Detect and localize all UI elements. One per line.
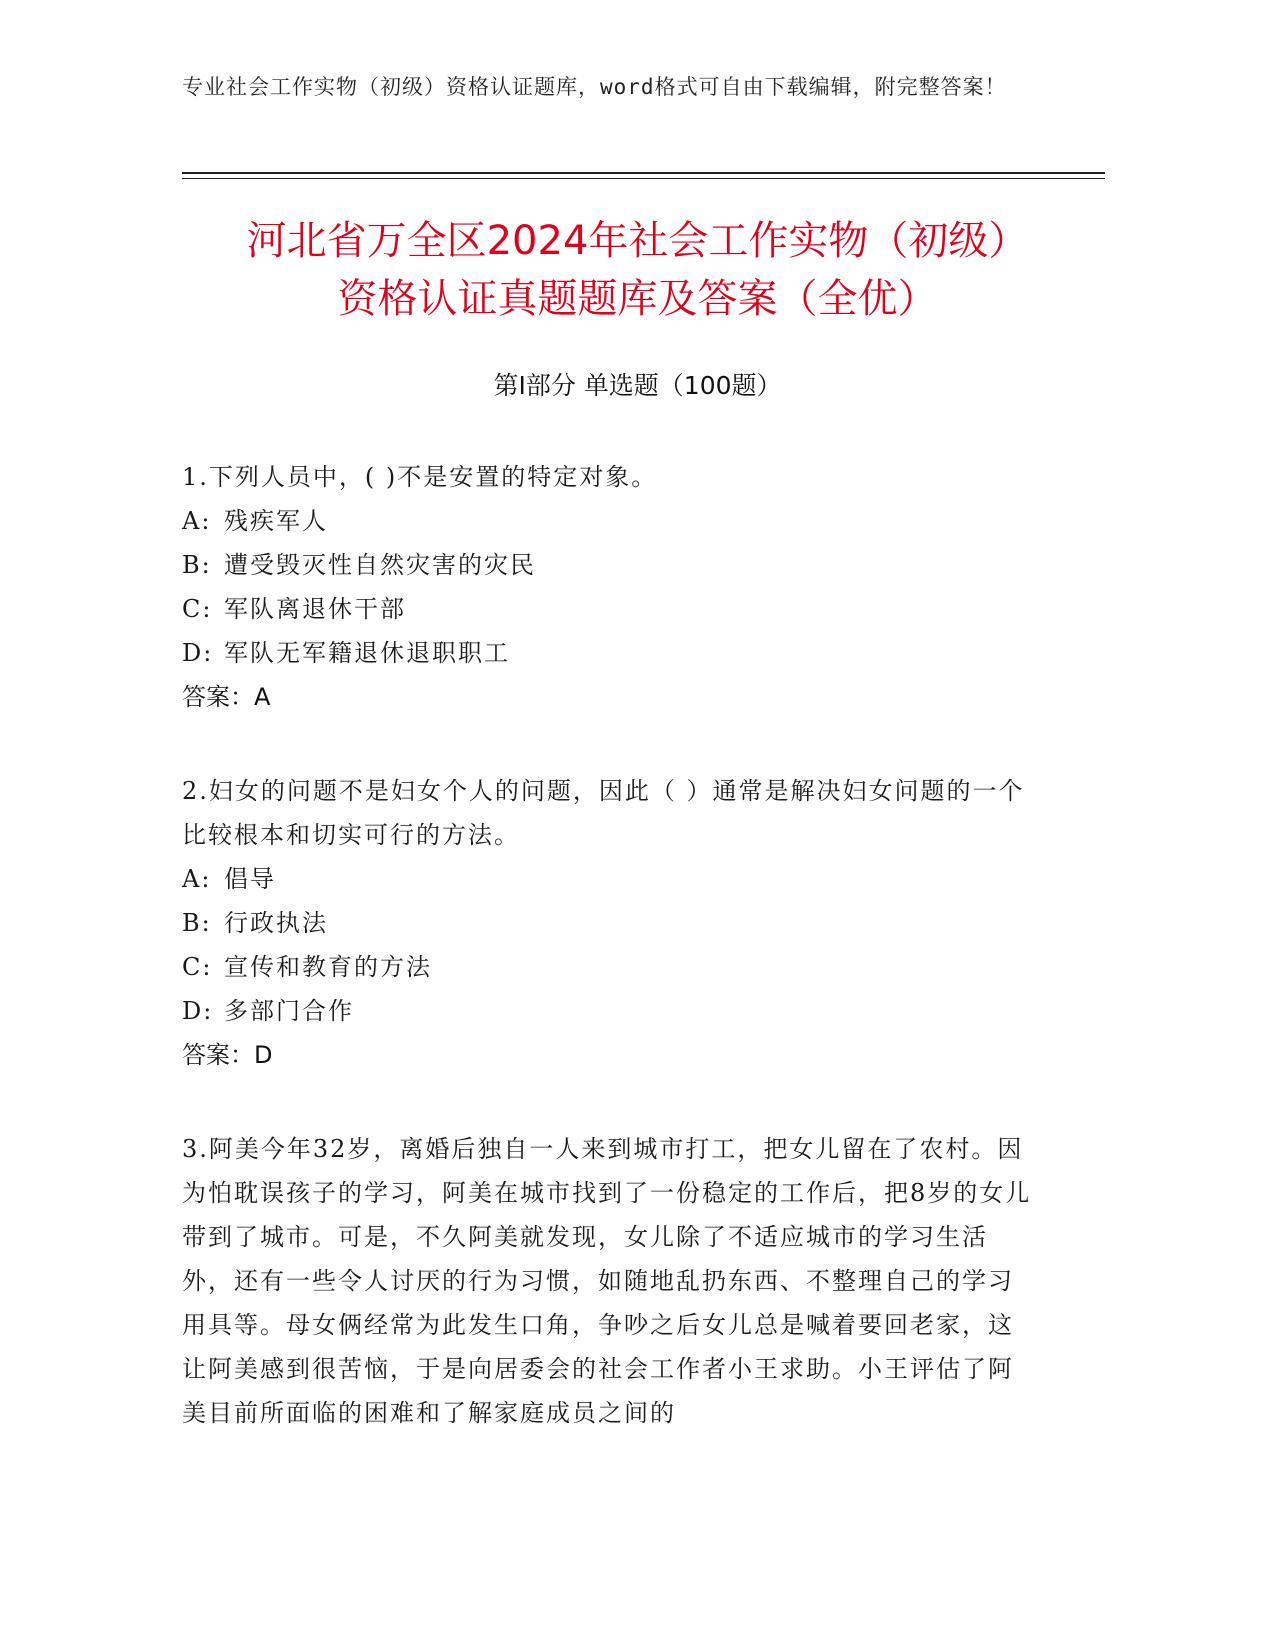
question-2 [182,769,1032,1077]
option-key: B: [182,551,212,579]
question-list [182,455,1032,1485]
option-key: D: [182,997,214,1025]
option-key: D: [182,639,214,667]
option-text: 倡导 [224,865,276,893]
question-stem: 1.下列人员中，( )不是安置的特定对象。 [182,463,658,491]
header-divider-thin [182,178,1105,179]
option-text: 军队离退休干部 [224,595,406,623]
title-line-2: 资格认证真题题库及答案（全优） [337,276,938,322]
option-c [182,945,1032,989]
option-b [182,543,1032,587]
header-divider-thick [182,172,1105,174]
answer-line: 答案：A [182,683,271,711]
option-text: 遭受毁灭性自然灾害的灾民 [224,551,536,579]
option-key: A: [182,507,212,535]
option-key: A: [182,865,212,893]
question-1 [182,455,1032,719]
option-d [182,989,1032,1033]
title-line-1: 河北省万全区2024年社会工作实物（初级） [246,218,1029,264]
option-text: 多部门合作 [224,997,354,1025]
option-b [182,901,1032,945]
option-a [182,857,1032,901]
part-heading: 第I部分 单选题（100题） [493,371,782,400]
question-stem: 3.阿美今年32岁，离婚后独自一人来到城市打工，把女儿留在了农村。因为怕耽误孩子的学习，阿美在城市找到了一份稳定的工作后，把8岁的女儿带到了城市。可是，不久阿美就发现，女儿除了不适应城市的学习生活外，还有一些令人讨厌的行为习惯，如随地乱扔东西、不整理自己的学习用具等。母女俩经常为此发生口角，争吵之后女儿总是喊着要回老家，这让阿美感到很苦恼，于是向居委会的社会工作者小王求助。小王评估了阿美目前所面临的困难和了解家庭成员之间的 [182,1135,1032,1427]
option-c [182,587,1032,631]
header-note: 专业社会工作实物（初级）资格认证题库，word格式可自由下载编辑，附完整答案！ [182,75,1007,99]
option-text: 残疾军人 [224,507,328,535]
option-a [182,499,1032,543]
option-key: C: [182,595,213,623]
question-3 [182,1127,1032,1435]
answer-line: 答案：D [182,1041,273,1069]
document-title [140,212,1135,328]
option-text: 行政执法 [224,909,328,937]
option-key: C: [182,953,213,981]
option-key: B: [182,909,212,937]
option-d [182,631,1032,675]
option-text: 军队无军籍退休退职职工 [224,639,510,667]
option-text: 宣传和教育的方法 [224,953,432,981]
question-stem: 2.妇女的问题不是妇女个人的问题，因此（ ）通常是解决妇女问题的一个比较根本和切实可行的方法。 [182,777,1025,849]
